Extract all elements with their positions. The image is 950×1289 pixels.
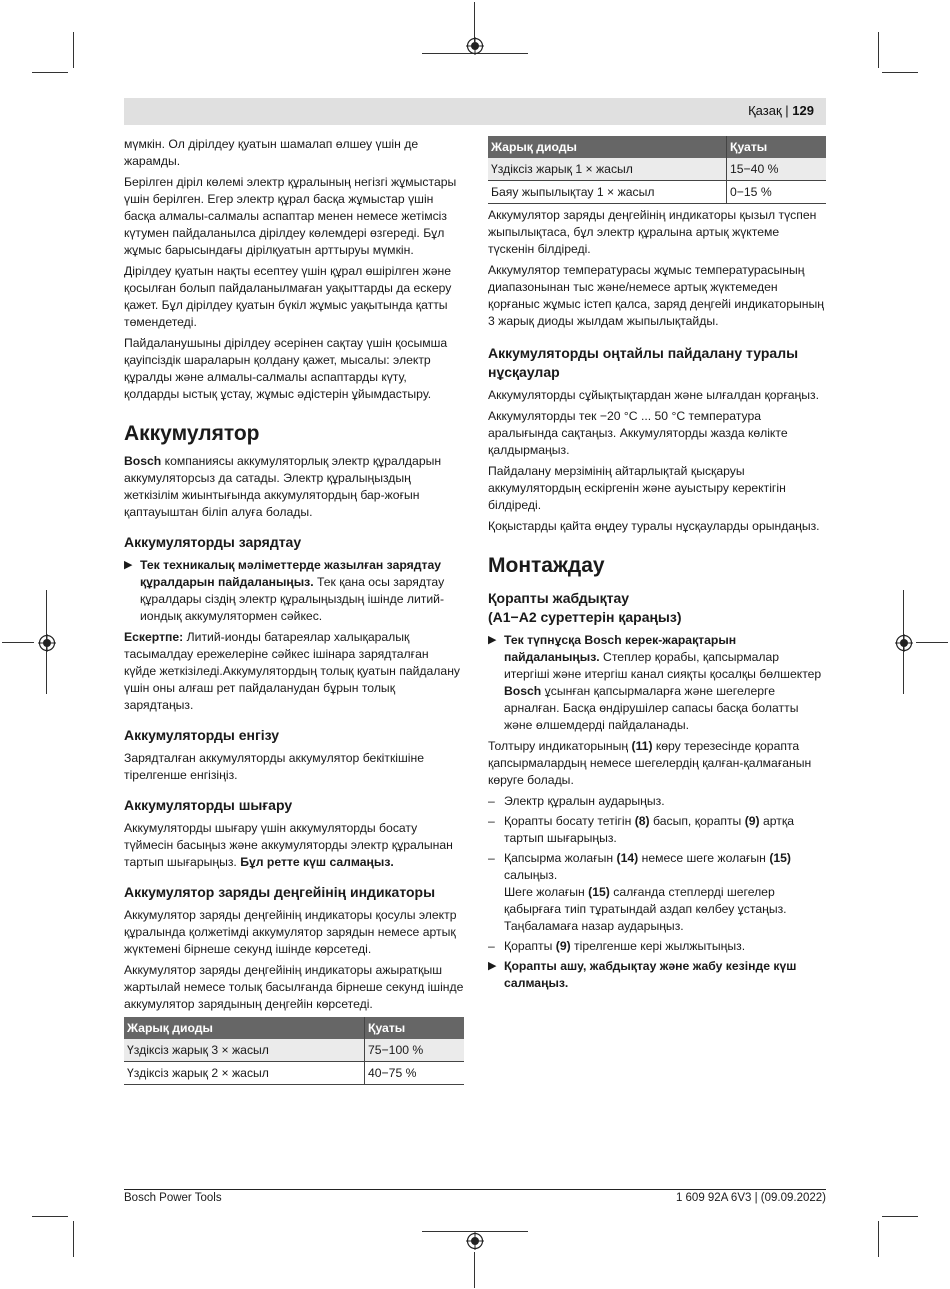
table-cell: 40−75 % — [365, 1062, 465, 1085]
footer-brand: Bosch Power Tools — [124, 1192, 222, 1204]
table-cell: Үздіксіз жарық 2 × жасыл — [124, 1062, 365, 1085]
paragraph: Берілген діріл көлемі электр құралының негізгі жұмыстары үшін берілген. Егер электр құрал басқа жұмыстар үшін басқа алмалы-салмалы аспаптар менен немесе жетімсіз күтумен пайдаланылса дірілдеу көлемдері өзгереді. Бұл жұмыс барысындағы дірілқуатын арттыруы мүмкін. — [124, 175, 457, 257]
list-text: немесе шеге жолағын — [638, 851, 770, 865]
table-cell: Үздіксіз жарық 3 × жасыл — [124, 1039, 365, 1062]
crop-mark — [878, 1221, 879, 1257]
dash-marker: – — [488, 794, 495, 808]
list-text: басып, қорапты — [649, 814, 745, 828]
table-header-cell: Қуаты — [727, 136, 827, 158]
bullet-arrow-icon: ▶ — [124, 559, 133, 571]
note-text: Литий-ионды батареялар халықаралық тасымалдау ережелеріне сәйкес ішінара зарядталған күйде жеткізіледі.Аккумулятордың толық қуатын пайдалану үшін оны алғаш рет пайдаланудан бұрын толық зарядтаңыз. — [124, 630, 461, 712]
reference-number: (15) — [588, 885, 610, 899]
paragraph: Аккумулятор заряды деңгейінің индикаторы қосулы электр құралында қолжетімді аккумулятор зарядын немесе артық жүктемені бірнеше секунд ішінде көрсетеді. — [124, 908, 457, 956]
crop-mark — [916, 642, 948, 643]
crop-mark — [32, 1216, 68, 1217]
table-header-row — [488, 136, 826, 158]
paragraph: Пайдаланушыны дірілдеу әсерінен сақтау үшін қосымша қауіпсіздік шараларын қолдану қажет, мысалы: электр құралды және алмалы-салмалы аспаптарды күту, қолдарды ыстық ұстау, жұмыс әдістерін ұйымдастыру. — [124, 336, 448, 401]
dash-list-item — [488, 850, 826, 935]
paragraph-text: компаниясы аккумуляторлық электр құралдарын аккумуляторсыз да сатады. Электр құралыңыздың жеткізілім жиынтығында аккумулятордың бар-жоғын қаптауыштан біліп алуға болады. — [124, 454, 442, 519]
subsection-title-indicator: Аккумулятор заряды деңгейінің индикаторы — [124, 884, 436, 900]
crop-mark — [474, 1252, 475, 1288]
reference-number: (14) — [616, 851, 639, 865]
table-row — [124, 1062, 464, 1085]
table-row — [488, 158, 826, 181]
reference-number: (11) — [631, 739, 653, 753]
paragraph: Зарядталған аккумуляторды аккумулятор бекіткішіне тірелгенше енгізіңіз. — [124, 751, 424, 782]
brand-name: Bosch — [124, 454, 162, 468]
paragraph-text: Аккумуляторды шығару үшін аккумуляторды босату түймесін басыңыз және аккумуляторды электр құралынан тартып шығарыңыз. — [124, 821, 453, 869]
dash-marker: – — [488, 851, 495, 865]
section-title-battery: Аккумулятор — [124, 422, 260, 445]
subsection-title-remove: Аккумуляторды шығару — [124, 797, 293, 813]
dash-list-item — [488, 793, 826, 810]
subsection-title-charging: Аккумуляторды зарядтау — [124, 534, 302, 550]
crop-mark — [2, 642, 34, 643]
table-header-cell: Жарық диоды — [488, 136, 727, 158]
page-header — [124, 98, 826, 125]
list-text: Қорапты босату тетігін — [504, 814, 635, 828]
paragraph: Аккумулятор заряды деңгейінің индикаторы қызыл түспен жыпылықтаса, бұл электр құралына артық жүктеме түскенін білдіреді. — [488, 208, 817, 256]
paragraph: Аккумуляторды тек −20 °C ... 50 °C температура аралығында сақтаңыз. Аккумуляторды жазда көлікте қалдырмаңыз. — [488, 409, 788, 457]
registration-mark-icon — [466, 37, 484, 55]
crop-mark — [882, 1216, 918, 1217]
subsection-title-optimal-use: Аккумуляторды оңтайлы пайдалану туралы нұсқаулар — [488, 345, 799, 380]
note — [124, 629, 464, 714]
subsection-title-equip: Қорапты жабдықтау — [488, 590, 630, 606]
list-text: Электр құралын аударыңыз. — [504, 794, 665, 808]
reference-number: (8) — [634, 814, 650, 828]
bullet-arrow-icon: ▶ — [488, 960, 497, 972]
list-text: Қапсырма жолағын — [504, 851, 617, 865]
bullet-bold-text: Тек түпнұсқа Bosch керек-жарақтарын пайдаланыңыз. — [504, 633, 737, 664]
header-text — [748, 103, 814, 118]
bullet-item — [124, 557, 464, 625]
table-cell: Үздіксіз жарық 1 × жасыл — [488, 158, 727, 181]
bullet-text: Тек қана осы зарядтау құралдары сіздің электр құралыңыздың ішінде литий-иондық аккумулятормен сәйкес. — [140, 575, 445, 623]
page-number: 129 — [792, 103, 814, 118]
paragraph: мүмкін. Ол дірілдеу қуатын шамалап өлшеу үшін де жарамды. — [124, 137, 419, 168]
list-text: салыңыз. — [504, 868, 558, 882]
list-text: салғанда степлерді шегелер қабырғаға тиіп тұратындай аздап көлбеу ұстаңыз. Таңбаламаға назар аударыңыз. — [504, 885, 787, 933]
warning-text: Бұл ретте күш салмаңыз. — [240, 855, 394, 869]
table-header-row — [124, 1017, 464, 1039]
bullet-bold-text: Қорапты ашу, жабдықтау және жабу кезінде күш салмаңыз. — [504, 959, 797, 990]
crop-mark — [73, 32, 74, 68]
dash-list-item — [488, 813, 826, 847]
paragraph: Аккумулятор температурасы жұмыс температурасының диапазонынан тыс және/немесе артық жүктемеден қорғаныс жұмыс істеп қалса, заряд деңгейі индикаторының 3 жарық диоды жылдам жыпылықтайды. — [488, 263, 824, 328]
bullet-text: Степлер қорабы, қапсырмалар итергіші және итергіш канал сияқты қосалқы бөлшектер — [504, 650, 822, 681]
crop-mark — [73, 1221, 74, 1257]
bullet-item — [488, 958, 826, 992]
charge-level-table — [488, 136, 826, 204]
table-row — [124, 1039, 464, 1062]
subsection-title-figures: (A1−A2 суреттерін қараңыз) — [488, 609, 682, 625]
paragraph — [124, 453, 464, 521]
registration-mark-icon — [895, 634, 913, 652]
table-cell: 0−15 % — [727, 181, 827, 204]
paragraph: Пайдалану мерзімінің айтарлықтай қысқаруы аккумулятордың ескіргенін және ауыстыру керектігін білдіреді. — [488, 464, 786, 512]
crop-mark — [882, 72, 918, 73]
table-header-cell: Қуаты — [365, 1017, 465, 1039]
header-section: Қазақ — [748, 103, 782, 118]
table-cell: 15−40 % — [727, 158, 827, 181]
paragraph: Аккумуляторды сұйықтықтардан және ылғалдан қорғаңыз. — [488, 388, 820, 402]
paragraph: Аккумулятор заряды деңгейінің индикаторы ажыратқыш жартылай немесе толық басылғанда бірнеше секунд ішінде аккумулятор зарядының деңгейін көрсетеді. — [124, 963, 464, 1011]
dash-list-item — [488, 938, 826, 955]
dash-marker: – — [488, 939, 495, 953]
reference-number: (9) — [555, 939, 571, 953]
dash-marker: – — [488, 814, 495, 828]
paragraph: Қоқыстарды қайта өңдеу туралы нұсқауларды орындаңыз. — [488, 519, 820, 533]
footer-doc-number: 1 609 92A 6V3 | (09.09.2022) — [675, 1192, 826, 1204]
registration-mark-icon — [38, 634, 56, 652]
table-cell: 75−100 % — [365, 1039, 465, 1062]
reference-number: (15) — [769, 851, 791, 865]
paragraph — [488, 738, 826, 789]
list-text: тірелгенше кері жылжытыңыз. — [570, 939, 746, 953]
footer-divider — [124, 1189, 826, 1190]
crop-mark — [32, 72, 68, 73]
note-label: Ескертпе: — [124, 630, 184, 644]
list-text: Қорапты — [504, 939, 556, 953]
brand-name: Bosch — [504, 684, 542, 698]
crop-mark — [474, 2, 475, 42]
bullet-bold-text: Тек техникалық мәліметтерде жазылған зарядтау құралдарын пайдаланыңыз. — [140, 558, 442, 589]
registration-mark-icon — [466, 1232, 484, 1250]
paragraph — [124, 820, 464, 871]
list-text: артқа тартып шығарыңыз. — [504, 814, 794, 845]
charge-level-table — [124, 1017, 464, 1085]
bullet-text: ұсынған қапсырмаларға және шегелерге арналған. Басқа өндірушілер сапасы басқа болатты және өлшемдерді пайдаланады. — [504, 684, 799, 732]
table-header-cell: Жарық диоды — [124, 1017, 365, 1039]
header-separator: | — [785, 103, 789, 118]
list-text: Шеге жолағын — [504, 885, 589, 899]
table-cell: Баяу жыпылықтау 1 × жасыл — [488, 181, 727, 204]
paragraph: Дірілдеу қуатын нақты есептеу үшін құрал өшірілген және қосылған болып пайдаланылмаған уақыттарды да ескеру қажет. Бұл дірілдеу қуатын бүкіл жұмыс уақытында қатты төмендетеді. — [124, 264, 452, 329]
section-title-mounting: Монтаждау — [488, 554, 605, 577]
table-row — [488, 181, 826, 204]
crop-mark — [878, 32, 879, 68]
bullet-item — [488, 632, 826, 734]
bullet-arrow-icon: ▶ — [488, 634, 497, 646]
paragraph-text: көру терезесінде қорапта қапсырмалардың немесе шегелердің қалған-қалмағанын көруге болады. — [488, 739, 812, 787]
paragraph-text: Толтыру индикаторының — [488, 739, 632, 753]
right-column — [488, 136, 826, 996]
subsection-title-insert: Аккумуляторды енгізу — [124, 727, 280, 743]
left-column — [124, 136, 464, 1085]
reference-number: (9) — [744, 814, 760, 828]
